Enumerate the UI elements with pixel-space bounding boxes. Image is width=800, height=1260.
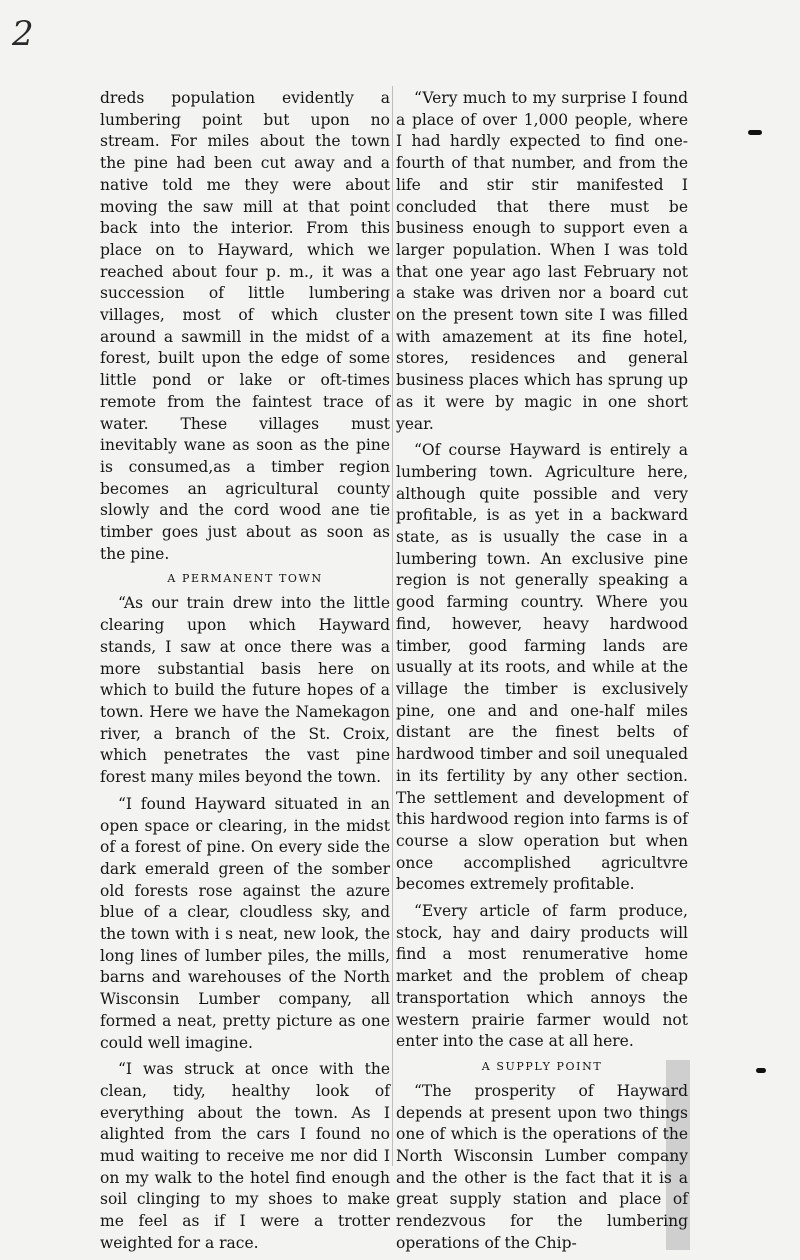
- paragraph: “Very much to my surprise I found a place of over 1,000 people, where I had hardly expected to find one-fourth of that number, and from the life and stir stir manifested I concluded that there must be business enough to support even a larger population. When I was told that one year ago last February not a stake was driven nor a board cut on the present town site I was filled with amazement at its fine hotel, stores, residences and general business places which has sprung up as it were by magic in one short year.: [396, 89, 688, 433]
- section-heading: A PERMANENT TOWN: [167, 572, 323, 586]
- paragraph: “I was struck at once with the clean, tidy, healthy look of everything about the town. As I alighted from the cars I found no mud waiting to receive me nor did I on my walk to the hotel find enough soil clinging to my shoes to make me feel as if I were a trotter weighted for a race.: [100, 1060, 390, 1252]
- right-column: [396, 88, 688, 1260]
- paragraph: dreds population evidently a lumbering point but upon no stream. For miles about the town the pine had been cut away and a native told me they were about moving the saw mill at that point back into the interior. From this place on to Hayward, which we reached about four p. m., it was a succession of little lumbering villages, most of which cluster around a sawmill in the midst of a forest, built upon the edge of some little pond or lake or oft-times remote from the faintest trace of water. These villages must inevitably wane as soon as the pine is consumed,as a timber region becomes an agricultural county slowly and the cord wood ane tie timber goes just about as soon as the pine.: [100, 89, 390, 563]
- section-heading: A SUPPLY POINT: [481, 1059, 603, 1073]
- paragraph: “As our train drew into the little clearing upon which Hayward stands, I saw at once there was a more substantial basis here on which to build the future hopes of a town. Here we have the Namekagon river, a branch of the St. Croix, which penetrates the vast pine forest many miles beyond the town.: [100, 594, 390, 787]
- paragraph: “Of course Hayward is entirely a lumbering town. Agriculture here, although quite possible and very profitable, is as yet in a backward state, as is usually the case in a lumbering town. An exclusive pine region is not generally speaking a good farming country. Where you find, however, heavy hardwood timber, good farming lands are usually at its roots, and while at the village the timber is exclusively pine, one and and one-half miles distant are the finest belts of hardwood timber and soil unequaled in its fertility by any other section. The settlement and development of this hardwood region into farms is of course a slow operation but when once accomplished agricultvre becomes extremely profitable.: [396, 441, 688, 894]
- left-column: [100, 88, 390, 1260]
- paragraph: “I found Hayward situated in an open space or clearing, in the midst of a forest of pine. On every side the dark emerald green of the somber old forests rose against the azure blue of a clear, cloudless sky, and the town with i s neat, new look, the long lines of lumber piles, the mills, barns and warehouses of the North Wisconsin Lumber company, all formed a neat, pretty picture as one could well imagine.: [100, 794, 390, 1052]
- margin-mark: [756, 1068, 766, 1073]
- margin-mark: [748, 130, 762, 135]
- page-number: 2: [12, 14, 34, 54]
- column-divider: [392, 86, 393, 1166]
- paragraph: “Every article of farm produce, stock, hay and dairy products will find a most renumerative home market and the problem of cheap transportation which annoys the western prairie farmer would not enter into the case at all here.: [396, 902, 688, 1051]
- paragraph: “The prosperity of Hayward depends at present upon two things one of which is the operations of the North Wisconsin Lumber company and the other is the fact that it is a great supply station and place of rendezvous for the lumbering operations of the Chip-: [396, 1081, 688, 1252]
